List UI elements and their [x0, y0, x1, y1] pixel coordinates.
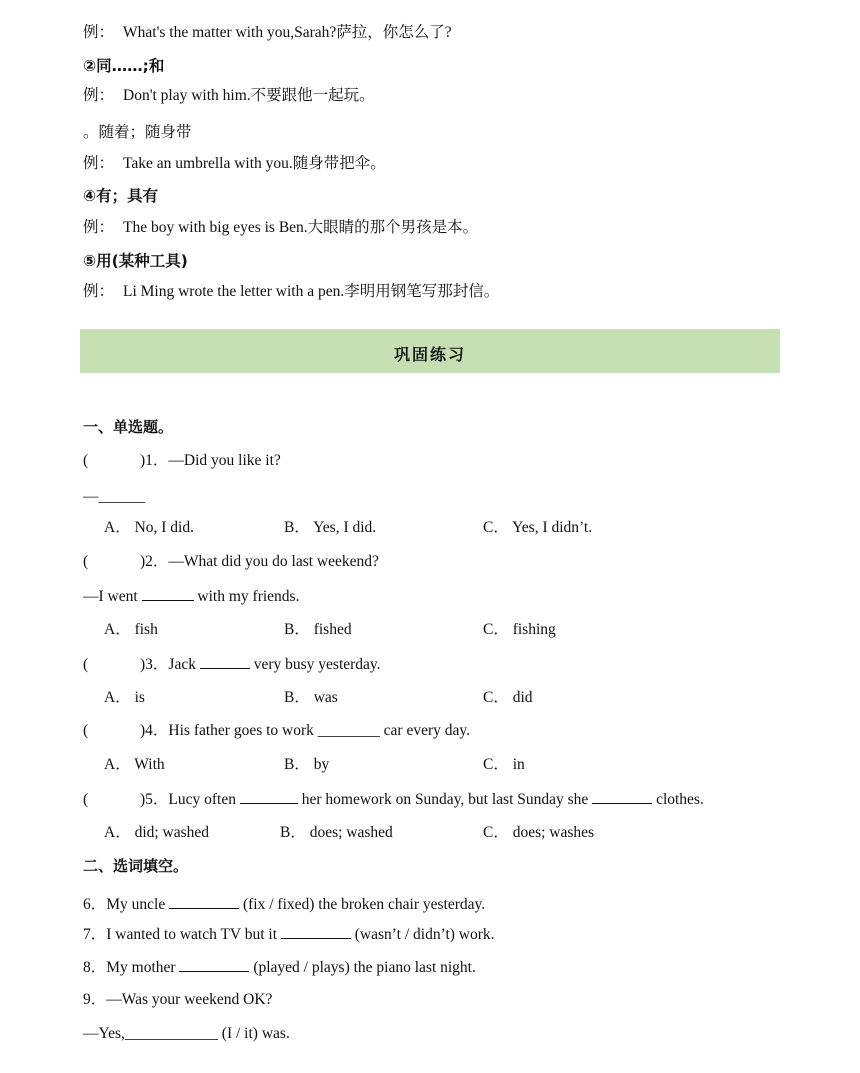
blank-line[interactable]: [142, 586, 194, 601]
usage-heading: ②同……;和: [83, 57, 165, 75]
option-c[interactable]: C． in: [483, 756, 525, 773]
fill-item-7: [83, 924, 495, 945]
option-c[interactable]: C． fishing: [483, 621, 556, 638]
answer-paren[interactable]: (: [83, 452, 89, 469]
question-stem: )5．Lucy often: [140, 791, 240, 808]
example-label: 例：: [83, 283, 115, 300]
example-label: 例：: [83, 155, 115, 172]
example-line: [83, 86, 375, 106]
option-b[interactable]: B． does; washed: [280, 824, 393, 841]
question-4: [83, 721, 470, 741]
text: with my friends.: [193, 588, 300, 605]
blank-line[interactable]: [200, 654, 250, 669]
question-5: [83, 789, 704, 810]
text: (played / plays) the piano last night.: [249, 959, 476, 976]
text: (fix / fixed) the broken chair yesterday.: [239, 896, 486, 913]
question-2: [83, 552, 379, 572]
text: —I went: [83, 588, 142, 605]
option-c[interactable]: C． did: [483, 689, 533, 706]
option-a[interactable]: A． fish: [104, 621, 158, 638]
question-1: [83, 451, 281, 471]
blank-line[interactable]: [592, 789, 652, 804]
fill-item-8: [83, 957, 476, 978]
answer-paren[interactable]: (: [83, 791, 89, 808]
question-stem: )4．His father goes to work ________ car every day.: [140, 722, 470, 739]
example-line: [83, 282, 499, 302]
text: clothes.: [652, 791, 704, 808]
option-a[interactable]: A． did; washed: [104, 824, 210, 841]
question-stem: )2．—What did you do last weekend?: [140, 553, 379, 570]
example-line: [83, 23, 452, 43]
answer-line: —______: [83, 488, 145, 505]
option-c[interactable]: C． does; washes: [483, 824, 595, 841]
example-text: The boy with big eyes is Ben.大眼睛的那个男孩是本。: [123, 219, 479, 236]
fill-item-6: [83, 894, 485, 915]
usage-heading: ④有；具有: [83, 187, 159, 205]
option-a[interactable]: A． is: [104, 689, 145, 706]
text: her homework on Sunday, but last Sunday she: [297, 791, 593, 808]
example-text: Li Ming wrote the letter with a pen.李明用钢笔写那封信。: [123, 283, 500, 300]
answer-paren[interactable]: (: [83, 722, 89, 739]
text: 7．I wanted to watch TV but it: [83, 926, 281, 943]
option-b[interactable]: B． by: [284, 756, 330, 773]
usage-heading: 。随着；随身带: [83, 123, 192, 141]
example-text: Don't play with him.不要跟他一起玩。: [123, 87, 375, 104]
example-label: 例：: [83, 219, 115, 236]
example-label: 例：: [83, 24, 115, 41]
text: very busy yesterday.: [249, 656, 381, 673]
option-b[interactable]: B． Yes, I did.: [284, 519, 377, 536]
text: 6．My uncle: [83, 896, 170, 913]
banner-title: 巩固练习: [393, 345, 466, 364]
example-text: Take an umbrella with you.随身带把伞。: [123, 155, 386, 172]
blank-line[interactable]: [179, 957, 249, 972]
option-c[interactable]: C． Yes, I didn’t.: [483, 519, 593, 536]
answer-paren[interactable]: (: [83, 553, 89, 570]
question-stem: )1．—Did you like it?: [140, 452, 281, 469]
answer-paren[interactable]: (: [83, 656, 89, 673]
section-banner: [80, 329, 780, 373]
option-b[interactable]: B． was: [284, 689, 338, 706]
option-b[interactable]: B． fished: [284, 621, 352, 638]
answer-line: [83, 586, 299, 607]
option-a[interactable]: A． With: [104, 756, 165, 773]
section-title: 一、单选题。: [83, 418, 174, 436]
blank-line[interactable]: [169, 894, 239, 909]
question-stem: )3．Jack: [140, 656, 200, 673]
text: 8．My mother: [83, 959, 180, 976]
example-label: 例：: [83, 87, 115, 104]
example-line: [83, 218, 478, 238]
example-text: What's the matter with you,Sarah?萨拉，你怎么了?: [123, 24, 452, 41]
section-title: 二、选词填空。: [83, 857, 189, 875]
answer-line: —Yes,____________ (I / it) was.: [83, 1025, 290, 1042]
fill-item-9: 9．—Was your weekend OK?: [83, 991, 273, 1008]
option-a[interactable]: A． No, I did.: [104, 519, 194, 536]
text: (wasn’t / didn’t) work.: [350, 926, 495, 943]
question-3: [83, 654, 381, 675]
usage-heading: ⑤用(某种工具): [83, 252, 188, 270]
blank-line[interactable]: [281, 924, 351, 939]
example-line: [83, 154, 386, 174]
blank-line[interactable]: [240, 789, 298, 804]
